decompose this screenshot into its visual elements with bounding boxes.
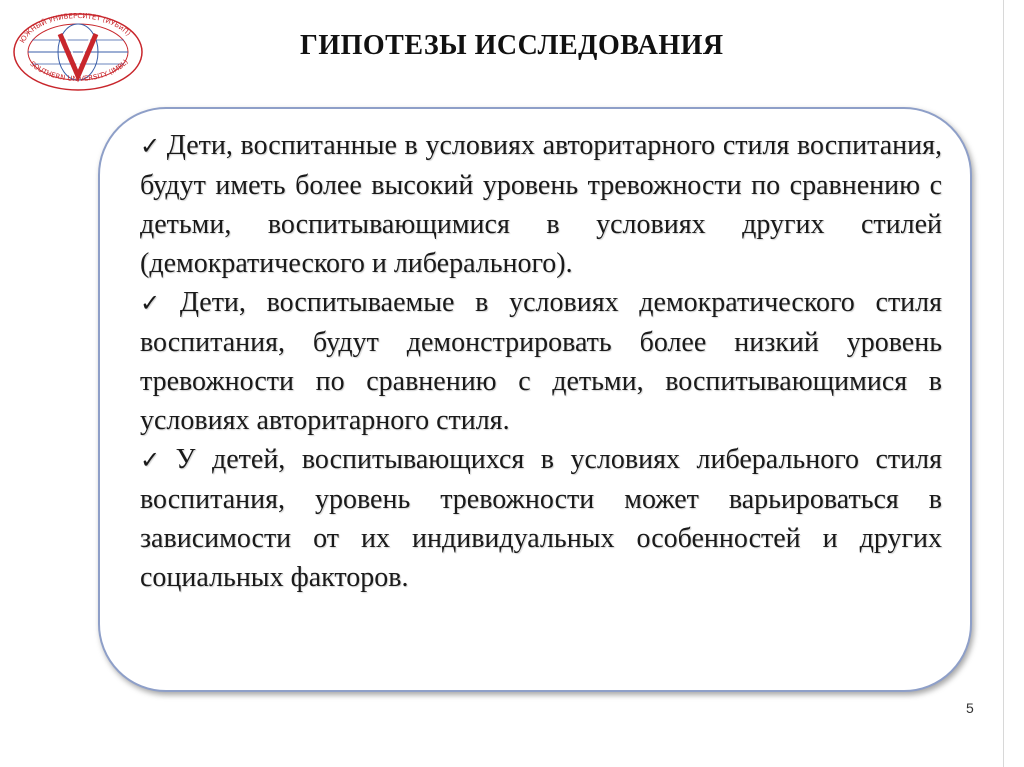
hypothesis-item-3: [140, 440, 942, 597]
page-title: ГИПОТЕЗЫ ИССЛЕДОВАНИЯ: [300, 30, 724, 61]
hypothesis-item-2: [140, 283, 942, 440]
hypotheses-list: [140, 126, 942, 597]
hypothesis-text-2: Дети, воспитываемые в условиях демократического стиля воспитания, будут демонстрировать более низкий уровень тревожности по сравнению с детьми, воспитывающимися в условиях авторитарного стиля.: [140, 287, 943, 436]
check-icon: ✓: [140, 289, 174, 317]
hypothesis-item-1: [140, 126, 942, 283]
university-logo: [10, 10, 146, 94]
page-number: 5: [966, 700, 974, 716]
check-icon: ✓: [140, 132, 161, 160]
hypothesis-text-3: У детей, воспитывающихся в условиях либерального стиля воспитания, уровень тревожности может варьироваться в зависимости от их индивидуальных особенностей и других социальных факторов.: [140, 444, 943, 593]
logo-top-text: ЮЖНЫЙ УНИВЕРСИТЕТ (ИУБиП): [18, 11, 133, 45]
hypothesis-text-1: Дети, воспитанные в условиях авторитарного стиля воспитания, будут иметь более высокий уровень тревожности по сравнению с детьми, воспитывающимися в условиях других стилей (демократического и либерального).: [140, 130, 942, 279]
logo-bottom-text: SOUTHERN UNIVERSITY (IMBL): [28, 57, 130, 84]
check-icon: ✓: [140, 446, 170, 474]
